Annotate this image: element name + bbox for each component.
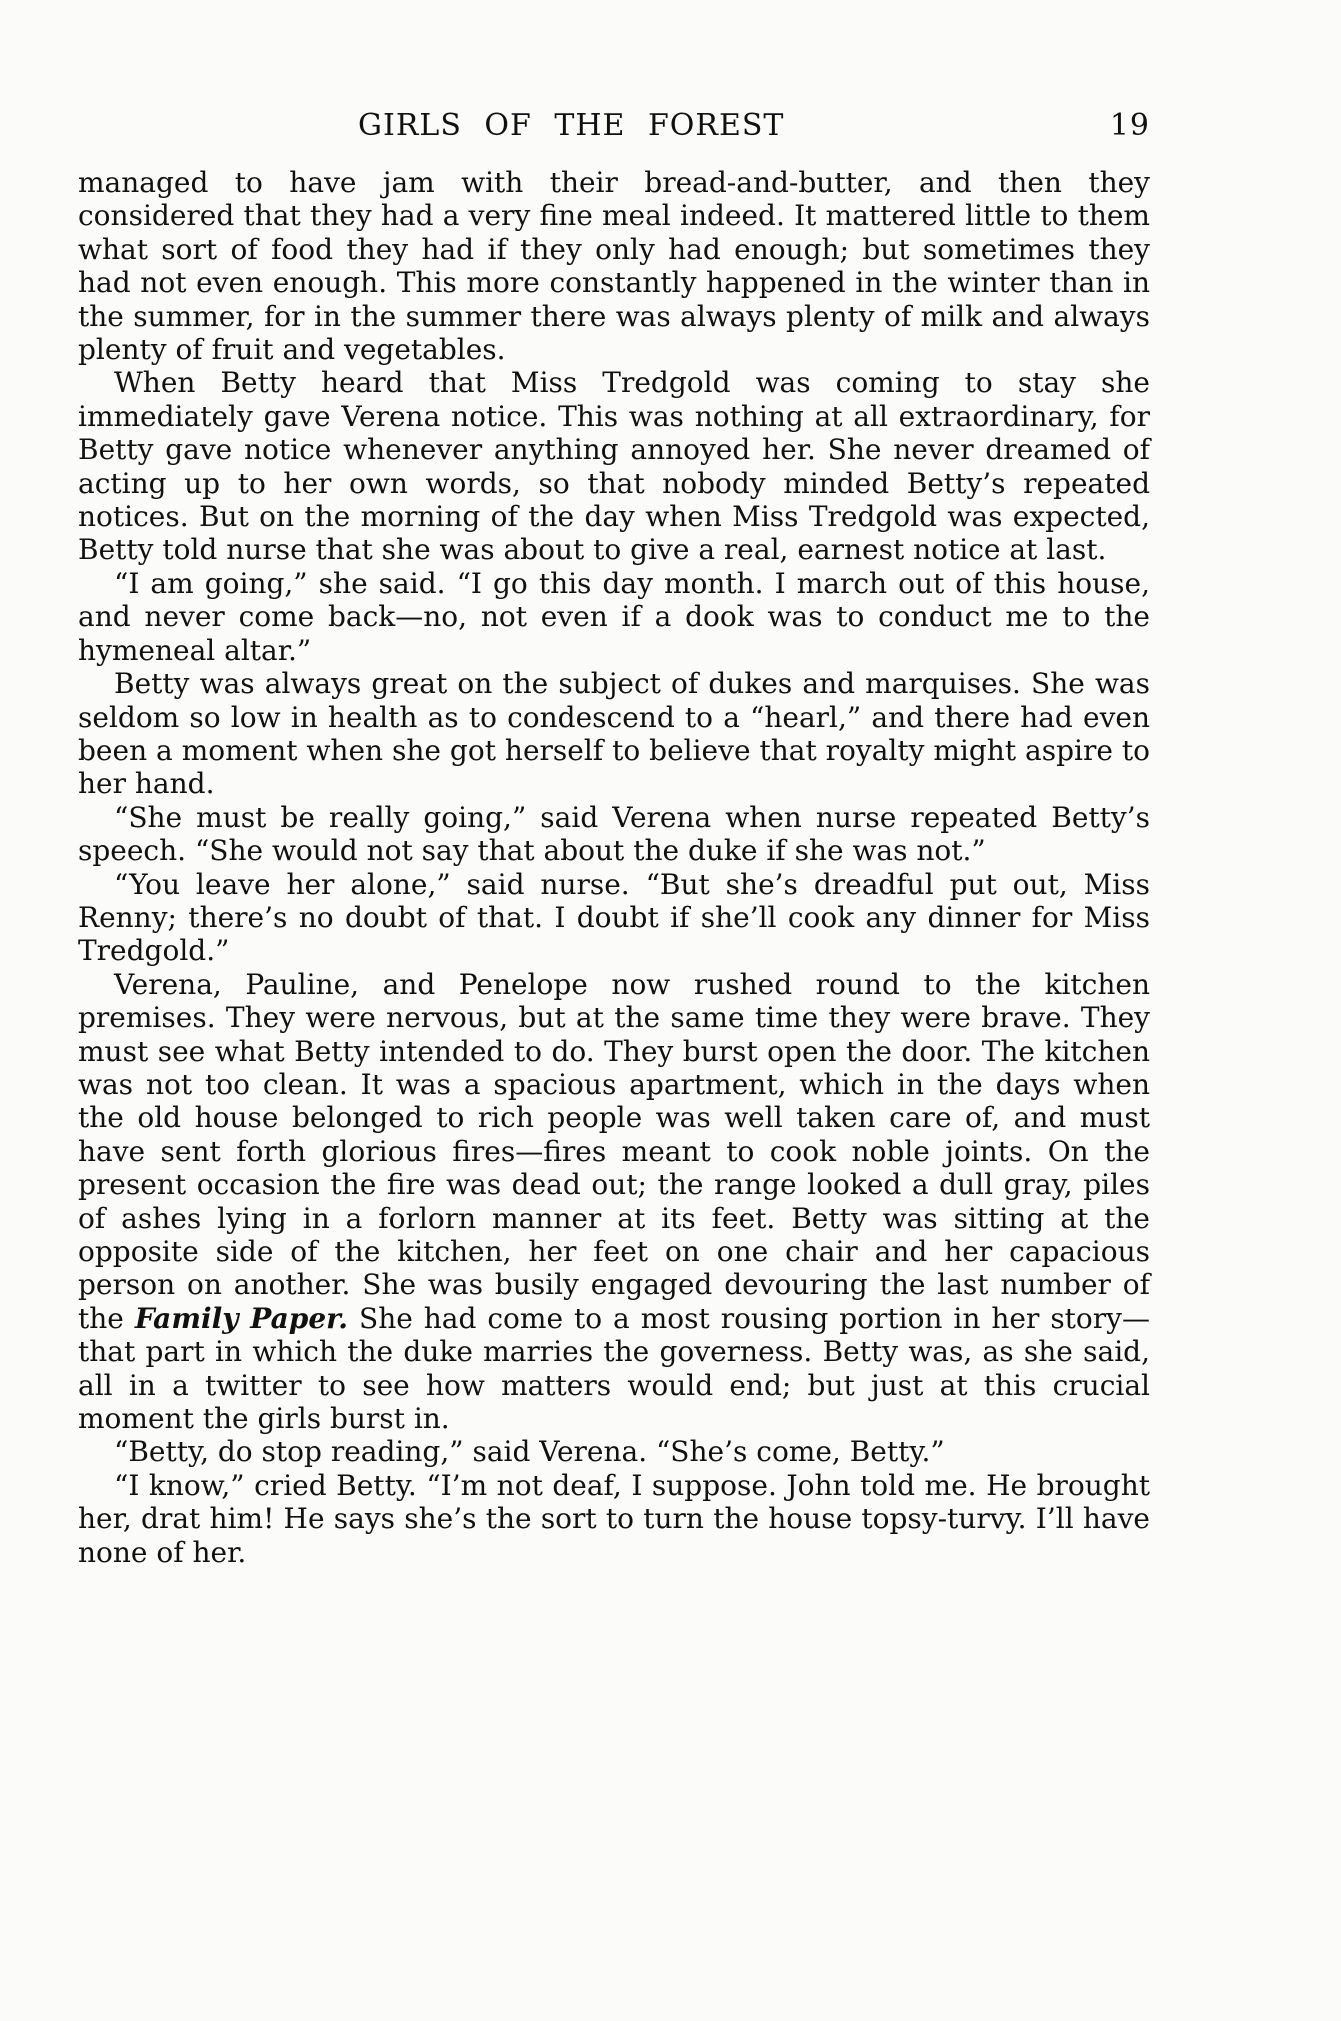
running-header <box>78 108 1150 166</box>
paragraph-8: “Betty, do stop reading,” said Verena. “She’s come, Betty.” <box>114 1435 945 1469</box>
book-page <box>78 108 1150 1569</box>
paragraph-3: “I am going,” she said. “I go this day month. I march out of this house, and never come back—no, not even if a dook was to conduct me to the hymeneal altar.” <box>78 566 1150 667</box>
paragraph-1: managed to have jam with their bread-and-butter, and then they considered that they had a very fine meal indeed. It mattered little to them what sort of food they had if they only had enough; but sometimes they had not even enough. This more constantly happened in the winter than in the summer, for in the summer there was always plenty of milk and always plenty of fruit and vegetables. <box>78 166 1150 367</box>
italic-title-family-paper: Family Paper. <box>134 1301 349 1335</box>
paragraph-5: “She must be really going,” said Verena when nurse repeated Betty’s speech. “She would not say that about the duke if she was not.” <box>78 800 1150 868</box>
paragraph-2: When Betty heard that Miss Tredgold was coming to stay she immediately gave Verena notice. This was nothing at all extraordinary, for Betty gave notice whenever anything annoyed her. She never dreamed of acting up to her own words, so that nobody minded Betty’s repeated notices. But on the morning of the day when Miss Tredgold was expected, Betty told nurse that she was about to give a real, earnest notice at last. <box>78 366 1150 567</box>
paragraph-4: Betty was always great on the subject of dukes and marquises. She was seldom so low in health as to condescend to a “hearl,” and there had even been a moment when she got herself to believe that royalty might aspire to her hand. <box>78 667 1150 801</box>
paragraph-7 <box>78 968 1150 1436</box>
paragraph-6: “You leave her alone,” said nurse. “But she’s dreadful put out, Miss Renny; there’s no doubt of that. I doubt if she’ll cook any dinner for Miss Tredgold.” <box>78 867 1150 968</box>
paragraph-7-text-a: Verena, Pauline, and Penelope now rushed round to the kitchen premises. They were nervous, but at the same time they were brave. They must see what Betty intended to do. They burst open the door. The kitchen was not too clean. It was a spacious apartment, which in the days when the old house belonged to rich people was well taken care of, and must have sent forth glorious fires—fires meant to cook noble joints. On the present occasion the fire was dead out; the range looked a dull gray, piles of ashes lying in a forlorn manner at its feet. Betty was sitting at the opposite side of the kitchen, her feet on one chair and her capacious person on another. She was busily engaged devouring the last number of the <box>78 967 1150 1335</box>
paragraph-7-text-b: She had come to a most rousing portion in her story—that part in which the duke marries the governess. Betty was, as she said, all in a twitter to see how matters would end; but just at this crucial moment the girls burst in. <box>78 1301 1150 1436</box>
page-number: 19 <box>1109 108 1150 143</box>
paragraph-9: “I know,” cried Betty. “I’m not deaf, I suppose. John told me. He brought her, drat him! He says she’s the sort to turn the house topsy-turvy. I’ll have none of her. <box>78 1468 1150 1569</box>
page-body <box>78 166 1150 1569</box>
running-title: GIRLS OF THE FOREST <box>358 108 785 143</box>
